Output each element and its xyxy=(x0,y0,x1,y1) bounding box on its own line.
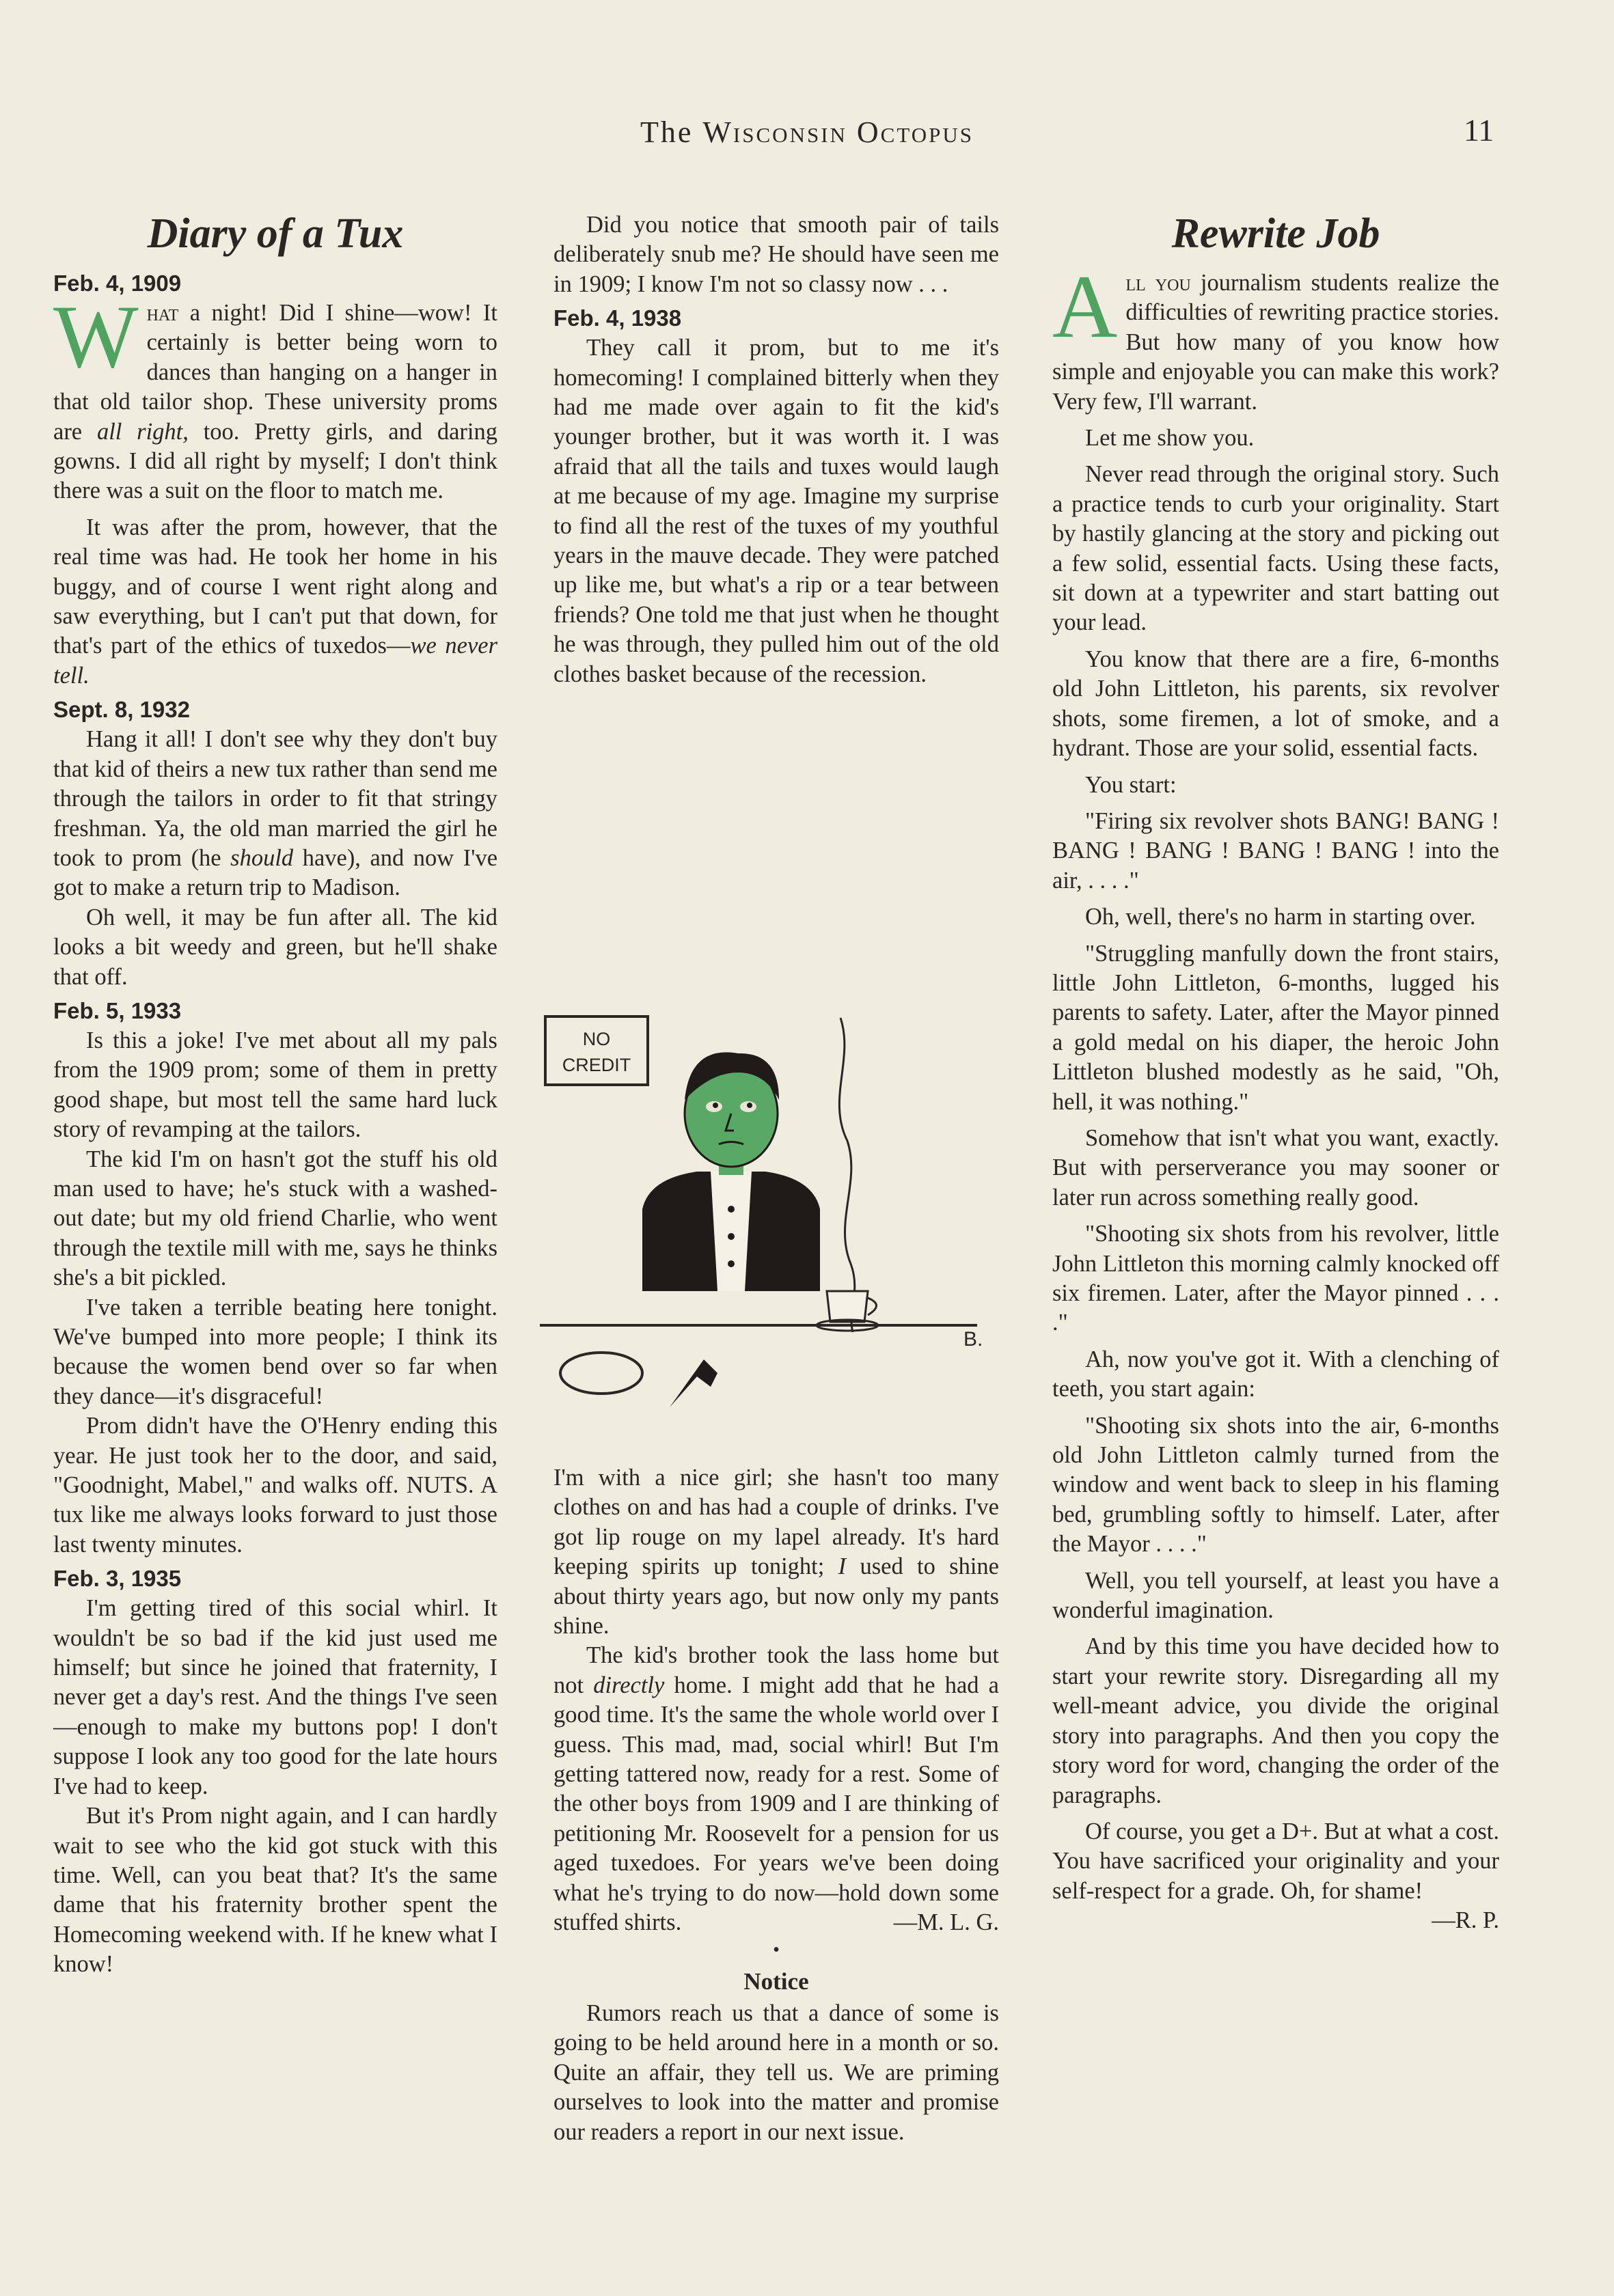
diary-paragraph: They call it prom, but to me it's homecoming! I complained bitterly when they had me made over again to fit the kid's younger brother, but it was worth it. I was afraid that all the tails and tuxes would laugh at me because of my age. Imagine my surprise to find all the rest of the tuxes of my youthful years in the mauve decade. They were patched up like me, but what's a rip or a tear between friends? One told me that just when he thought he was through, they pulled him out of the old clothes basket because of the recession. xyxy=(553,335,999,687)
sign-line-2: CREDIT xyxy=(562,1055,631,1075)
rewrite-title: Rewrite Job xyxy=(1171,210,1380,257)
section-separator: • xyxy=(773,1939,780,1961)
diary-paragraph: I'm getting tired of this social whirl. It wouldn't be so bad if the kid just used me himself; but since he joined that fraternity, I never get a day's rest. And the things I've seen—enough to make my buttons pop! I don't suppose I look any too good for the late hours I've had to keep. xyxy=(53,1595,497,1799)
diary-paragraph: Oh well, it may be fun after all. The kid looks a bit weedy and green, but he'll shake that off. xyxy=(53,904,497,990)
rewrite-paragraph: "Shooting six shots from his revolver, little John Littleton this morning calmly knocked off six firemen. Later, after the Mayor pinned . . . ." xyxy=(1052,1221,1499,1336)
cartoon-illustration xyxy=(540,1004,1011,1428)
diary-title: Diary of a Tux xyxy=(147,210,404,257)
rewrite-paragraph: Somehow that isn't what you want, exactly. But with perserverance you may sooner or later run across something really good. xyxy=(1052,1124,1499,1211)
rewrite-paragraph: "Struggling manfully down the front stairs, little John Littleton, 6-months, lugged his parents to safety. Later, after the Mayor pinned a gold medal on his diaper, the heroic John Littleton blushed modestly as he said, "Oh, hell, it was nothing." xyxy=(1052,940,1499,1115)
diary-paragraph: Hang it all! I don't see why they don't buy that kid of theirs a new tux rather than send me through the tailors in order to fit that stringy freshman. Ya, the old man married the girl he took to prom (he should have), and now I've got to make a return trip to Madison. xyxy=(53,726,498,901)
diary-column-2-continued xyxy=(553,1463,999,2147)
sign-line-1: NO xyxy=(582,1029,611,1049)
diary-paragraph: What a night! Did I shine—wow! It certainly is better being worn to dances than hanging on a hanger in that old tailor shop. These university proms are all right, too. Pretty girls, and daring gowns. I did all right by myself; I don't think there was a suit on the floor to match me. xyxy=(53,286,497,504)
diary-date: Feb. 4, 1909 xyxy=(53,271,182,296)
rewrite-paragraph: All you journalism students realize the difficulties of rewriting practice stories. But how many of you know how simple and enjoyable you can make this work? Very few, I'll warrant. xyxy=(1052,256,1499,415)
diary-date: Feb. 3, 1935 xyxy=(53,1566,182,1592)
bow-tie-on-floor xyxy=(670,1346,731,1407)
rewrite-paragraph: And by this time you have decided how to start your rewrite story. Disregarding all my well-meant advice, you divide the original story into paragraphs. And then you copy the story word for word, changing the order of the paragraphs. xyxy=(1052,1633,1499,1808)
drop-cap: A xyxy=(1052,256,1118,357)
diary-paragraph: The kid I'm on hasn't got the stuff his old man used to have; he's stuck with a washed-out date; but my old friend Charlie, who went through the textile mill with me, says he thinks she's a bit pickled. xyxy=(53,1146,497,1291)
diary-paragraph: But it's Prom night again, and I can hardly wait to see who the kid got stuck with this time. Well, can you beat that? It's the same dame that his fraternity brother spent the Homecoming weekend with. If he knew what I know! xyxy=(53,1803,497,1978)
cartoon-svg xyxy=(540,1004,1011,1428)
shirt-front xyxy=(711,1172,752,1291)
rewrite-paragraph: Let me show you. xyxy=(1085,425,1255,452)
page-number: 11 xyxy=(1464,113,1494,148)
rewrite-paragraph: Of course, you get a D+. But at what a cost. You have sacrificed your originality and your self-respect for a grade. Oh, for shame! —R. P. xyxy=(1052,1817,1499,1906)
diary-date: Sept. 8, 1932 xyxy=(53,697,190,723)
diary-paragraph: The kid's brother took the lass home but not directly home. I might add that he had a good time. It's the same the whole world over I guess. This mad, mad, social whirl! But I'm getting tattered now, ready for a rest. Some of the other boys from 1909 and I are thinking of petitioning Mr. Roosevelt for a pension for us aged tuxedoes. For years we've been doing what he's trying to do now—hold down some stuffed shirts. —M. L. G. xyxy=(553,1641,999,1937)
diary-paragraph: I've taken a terrible beating here tonight. We've bumped into more people; I think its because the women bend over so far when they dance—it's disgraceful! xyxy=(53,1294,497,1409)
notice-title: Notice xyxy=(743,1967,809,1995)
diary-paragraph: Is this a joke! I've met about all my pals from the 1909 prom; some of them in pretty good shape, but most tell the same hard luck story of revamping at the tailors. xyxy=(53,1027,497,1143)
drop-cap: W xyxy=(53,286,139,387)
diary-column-1 xyxy=(53,208,497,1980)
diary-paragraph: I'm with a nice girl; she hasn't too many clothes on and has had a couple of drinks. I've got lip rouge on my lapel already. It's hard keeping spirits up tonight; I used to shine about thirty years ago, but now only my pants shine. xyxy=(553,1465,999,1640)
rewrite-paragraph: "Shooting six shots into the air, 6-months old John Littleton calmly turned from the window and went back to sleep in his flaming bed, grumbling softly to himself. Later, after the Mayor . . . ." xyxy=(1052,1412,1499,1558)
diary-paragraph: Prom didn't have the O'Henry ending this year. He just took her to the door, and said, "Goodnight, Mabel," and walks off. NUTS. A tux like me always looks forward to just those last twenty minutes. xyxy=(53,1413,497,1558)
diary-column-2 xyxy=(553,210,999,689)
rewrite-paragraph: Well, you tell yourself, at least you have a wonderful imagination. xyxy=(1052,1567,1499,1624)
rewrite-column xyxy=(1052,208,1499,1936)
diary-date: Feb. 5, 1933 xyxy=(53,997,182,1023)
diary-signature: —M. L. G. xyxy=(893,1909,999,1936)
magazine-name: Wisconsin Octopus xyxy=(702,115,974,149)
rewrite-signature: —R. P. xyxy=(1432,1907,1499,1934)
magazine-the: The xyxy=(640,115,694,149)
rewrite-paragraph: You know that there are a fire, 6-months old John Littleton, his parents, six revolver shots, some firemen, a lot of smoke, and a hydrant. Those are your solid, essential facts. xyxy=(1052,646,1499,762)
running-header xyxy=(0,115,1614,150)
artist-initial: B. xyxy=(963,1328,983,1351)
rewrite-paragraph: "Firing six revolver shots BANG! BANG ! BANG ! BANG ! BANG ! BANG ! into the air, . . . ." xyxy=(1052,807,1499,894)
collar-on-floor xyxy=(560,1353,642,1394)
diary-paragraph: It was after the prom, however, that the real time was had. He took her home in his buggy, and of course I went right along and saw everything, but I can't put that down, for that's part of the ethics of tuxedos—we never tell. xyxy=(53,514,497,689)
rewrite-paragraph: You start: xyxy=(1085,771,1177,798)
diary-date: Feb. 4, 1938 xyxy=(553,305,682,331)
rewrite-paragraph: Never read through the original story. Such a practice tends to curb your originality. Start by hastily glancing at the story and picking out a few solid, essential facts. Using these facts, sit down at a typewriter and start batting out your lead. xyxy=(1052,461,1499,636)
diary-paragraph: Did you notice that smooth pair of tails deliberately snub me? He should have seen me in 1909; I know I'm not so classy now . . . xyxy=(553,212,999,297)
rewrite-paragraph: Ah, now you've got it. With a clenching of teeth, you start again: xyxy=(1052,1346,1499,1402)
notice-body: Rumors reach us that a dance of some is going to be held around here in a month or so. Quite an affair, they tell us. We are priming ourselves to look into the matter and promise our readers a report in our next issue. xyxy=(553,2000,999,2145)
rewrite-paragraph: Oh, well, there's no harm in starting over. xyxy=(1085,904,1476,930)
smoke-wisp xyxy=(839,1018,854,1332)
coffee-cup xyxy=(827,1291,868,1322)
